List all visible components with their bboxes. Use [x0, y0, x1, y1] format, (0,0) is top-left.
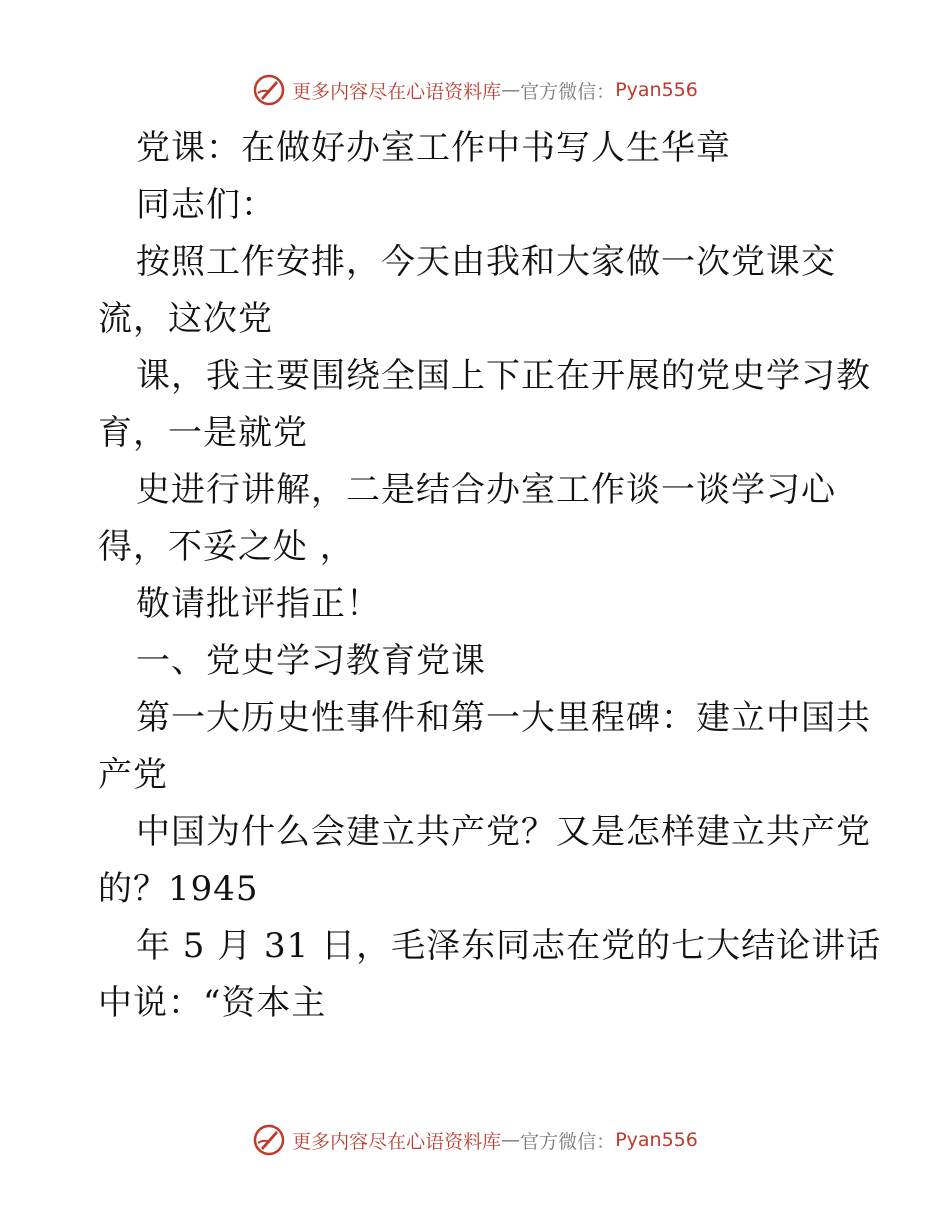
- text-line: 按照工作安排，今天由我和大家做一次党课交: [136, 242, 836, 282]
- text-line: 课，我主要围绕全国上下正在开展的党史学习教: [136, 356, 871, 396]
- watermark-wechat-label: 官方微信：: [520, 80, 616, 103]
- text-line: 第一大历史性事件和第一大里程碑：建立中国共: [136, 698, 871, 738]
- text-line: 年 5 月 31 日，毛泽东同志在党的七大结论讲话: [136, 926, 882, 966]
- text-line: 产党: [98, 755, 168, 795]
- text-line: 中说：“资本主: [98, 983, 327, 1023]
- watermark-wechat-id: Pyan556: [615, 79, 698, 101]
- text-line: 同志们：: [136, 185, 276, 225]
- document-body: [98, 120, 882, 1032]
- watermark-footer: [0, 1120, 950, 1160]
- quill-logo-icon: [252, 1123, 286, 1157]
- watermark-wechat-id: Pyan556: [615, 1129, 698, 1151]
- text-line: 党课：在做好办室工作中书写人生华章: [136, 128, 731, 168]
- text-line: 流，这次党: [98, 299, 273, 339]
- text-line: 的？1945: [98, 869, 259, 909]
- text-line: 史进行讲解，二是结合办室工作谈一谈学习心: [136, 470, 836, 510]
- watermark-wechat-label: 官方微信：: [520, 1130, 616, 1153]
- text-line: 敬请批评指正！: [136, 584, 381, 624]
- text-line: 得，不妥之处 ，: [98, 527, 355, 567]
- quill-logo-icon: [252, 73, 286, 107]
- watermark-dash: —: [501, 79, 521, 101]
- text-line: 育，一是就党: [98, 413, 308, 453]
- text-line: 一、党史学习教育党课: [136, 641, 486, 681]
- watermark-main-text: 更多内容尽在心语资料库: [292, 1130, 502, 1153]
- watermark-main-text: 更多内容尽在心语资料库: [292, 80, 502, 103]
- text-line: 中国为什么会建立共产党？又是怎样建立共产党: [136, 812, 871, 852]
- watermark-dash: —: [501, 1129, 521, 1151]
- watermark-header: [0, 70, 950, 110]
